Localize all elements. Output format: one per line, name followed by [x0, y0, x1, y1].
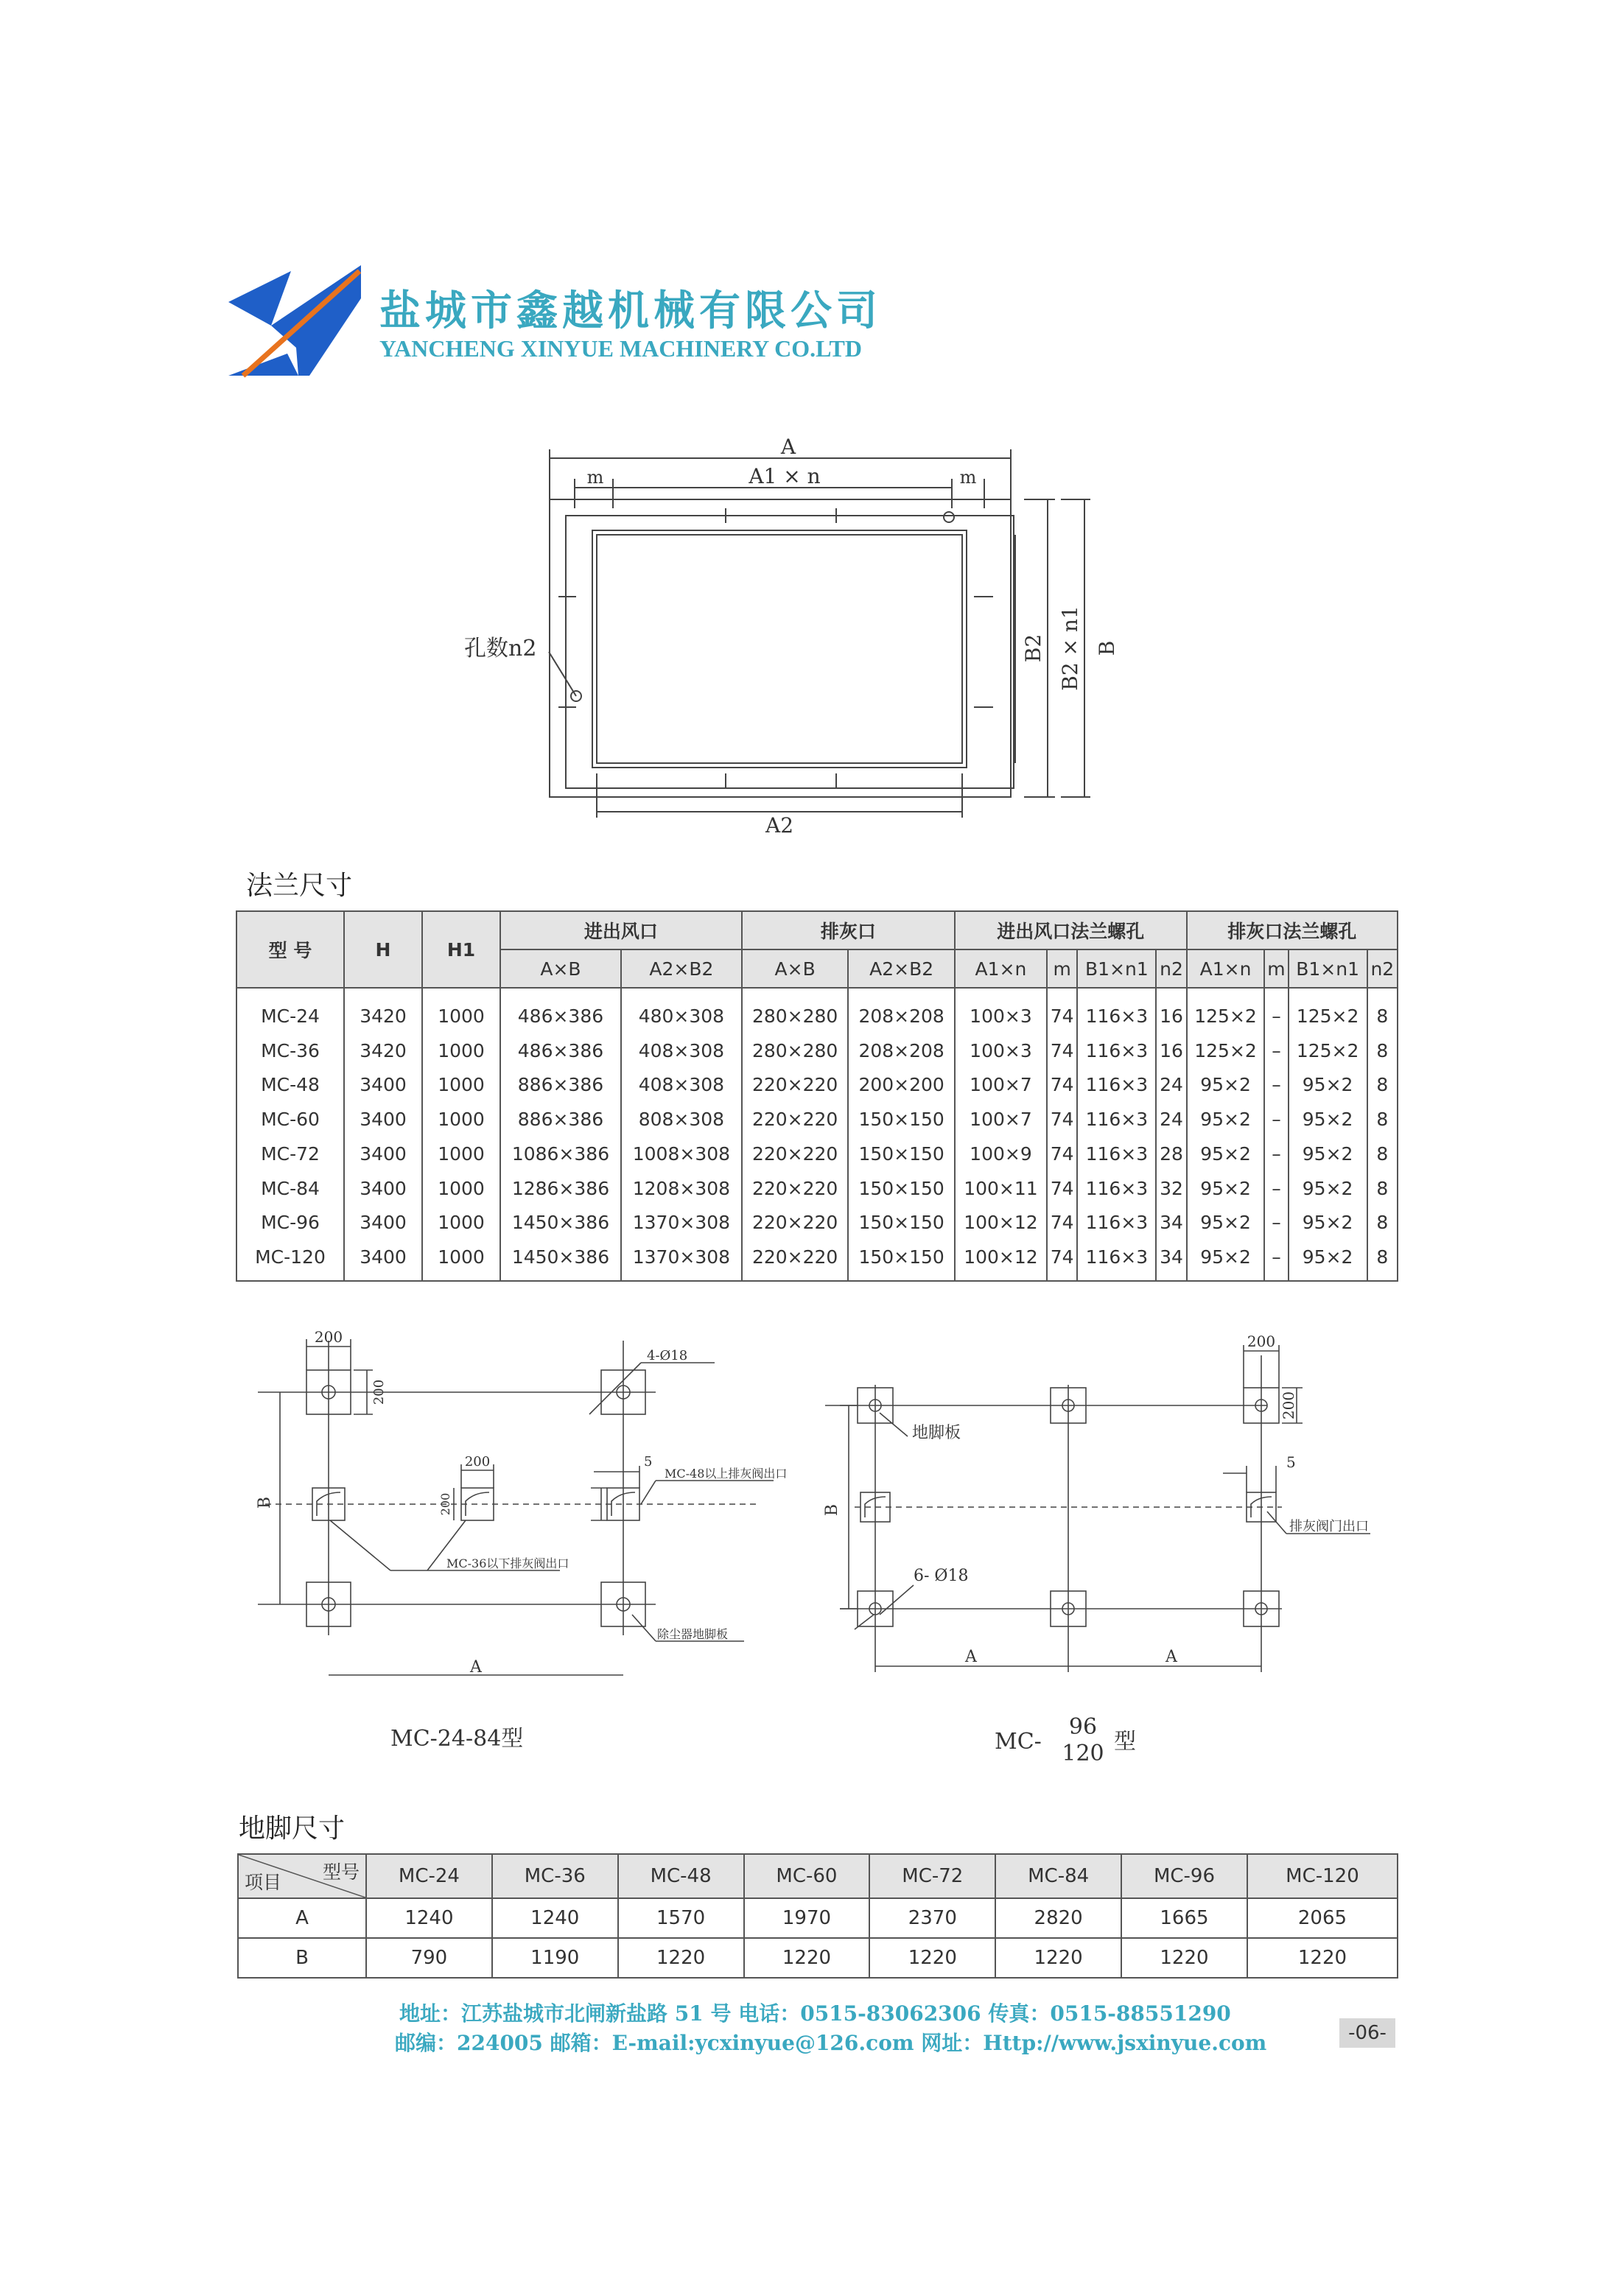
table-cell: 116×3 [1077, 1137, 1156, 1171]
table-cell: 116×3 [1077, 1102, 1156, 1137]
col-model: 型 号 [236, 911, 344, 988]
table-cell: 8 [1367, 1102, 1398, 1137]
table-cell: 100×3 [955, 1033, 1047, 1068]
table-cell: 1086×386 [500, 1137, 621, 1171]
table-cell: 74 [1047, 1102, 1077, 1137]
model-header: MC-24 [366, 1854, 492, 1898]
corner-item-label: 项目 [245, 1872, 282, 1893]
model-header: MC-36 [492, 1854, 618, 1898]
table-cell: 100×9 [955, 1137, 1047, 1171]
table-cell: 16 [1156, 988, 1186, 1033]
subcol-0: A×B [500, 949, 621, 988]
caption-left: MC-24-84型 [390, 1726, 524, 1752]
table-cell: 95×2 [1187, 1240, 1265, 1281]
hole-spec: 6- Ø18 [914, 1567, 969, 1585]
table-cell: 100×12 [955, 1240, 1047, 1281]
table-cell: 1450×386 [500, 1205, 621, 1240]
table-cell: 74 [1047, 1240, 1077, 1281]
dim-B2n1: B2 × n1 [1058, 605, 1082, 691]
model-header: MC-84 [995, 1854, 1121, 1898]
row-label: A [238, 1898, 366, 1938]
table-cell: 808×308 [621, 1102, 742, 1137]
dim-B: B [1095, 640, 1119, 656]
table-cell: 220×220 [742, 1171, 849, 1206]
table-cell: 3420 [344, 988, 422, 1033]
table-cell: 74 [1047, 1033, 1077, 1068]
table-cell: 95×2 [1289, 1240, 1367, 1281]
table-cell: 125×2 [1187, 988, 1265, 1033]
table-cell: 116×3 [1077, 1205, 1156, 1240]
table-cell: 208×208 [848, 988, 955, 1033]
flange-drawing [442, 427, 1149, 840]
dim-A: A [780, 435, 796, 459]
table-cell: 100×11 [955, 1171, 1047, 1206]
table-cell: 74 [1047, 1205, 1077, 1240]
row-label: B [238, 1938, 366, 1978]
flange-dimension-table [236, 910, 1398, 1282]
company-logo [228, 265, 361, 383]
table-cell: – [1264, 1240, 1288, 1281]
table-cell: 8 [1367, 1240, 1398, 1281]
table-cell: MC-120 [236, 1240, 344, 1281]
table-cell: 1000 [422, 988, 500, 1033]
table-cell: 95×2 [1289, 1102, 1367, 1137]
foot-section-title: 地脚尺寸 [239, 1814, 346, 1844]
dim-A-right: A [1165, 1648, 1177, 1666]
dim-200-mid-side: 200 [438, 1492, 452, 1516]
table-cell: 8 [1367, 1171, 1398, 1206]
table-cell: 280×280 [742, 988, 849, 1033]
table-row [236, 1102, 1398, 1137]
table-cell: – [1264, 1068, 1288, 1103]
model-header: MC-96 [1121, 1854, 1247, 1898]
label-upper-outlet: MC-48以上排灰阀出口 [665, 1467, 788, 1481]
table-cell: 2820 [995, 1898, 1121, 1938]
table-cell: MC-72 [236, 1137, 344, 1171]
table-cell: 408×308 [621, 1033, 742, 1068]
table-cell: 95×2 [1289, 1068, 1367, 1103]
table-row [236, 1240, 1398, 1281]
table-cell: 125×2 [1187, 1033, 1265, 1068]
table-cell: 95×2 [1187, 1205, 1265, 1240]
table-cell: 220×220 [742, 1137, 849, 1171]
table-cell: MC-48 [236, 1068, 344, 1103]
table-cell: 100×12 [955, 1205, 1047, 1240]
table-cell: – [1264, 988, 1288, 1033]
table-cell: 95×2 [1187, 1137, 1265, 1171]
table-cell: 2370 [869, 1898, 995, 1938]
table-cell: MC-60 [236, 1102, 344, 1137]
table-cell: – [1264, 1033, 1288, 1068]
dim-5: 5 [644, 1454, 653, 1470]
col-H1: H1 [422, 911, 500, 988]
model-header: MC-48 [618, 1854, 744, 1898]
table-cell: 1008×308 [621, 1137, 742, 1171]
table-cell: 95×2 [1289, 1171, 1367, 1206]
table-cell: 1570 [618, 1898, 744, 1938]
table-row [236, 988, 1398, 1033]
table-row [238, 1938, 1398, 1978]
subcol-4: A1×n [955, 949, 1047, 988]
table-cell: 95×2 [1187, 1068, 1265, 1103]
table-cell: 1208×308 [621, 1171, 742, 1206]
company-name-en: YANCHENG XINYUE MACHINERY CO.LTD [379, 335, 862, 362]
label-foot-plate: 地脚板 [912, 1424, 961, 1442]
table-cell: 116×3 [1077, 1068, 1156, 1103]
table-cell: 1665 [1121, 1898, 1247, 1938]
subcol-7: n2 [1156, 949, 1186, 988]
table-cell: MC-36 [236, 1033, 344, 1068]
col-inlet-bolt: 进出风口法兰螺孔 [955, 911, 1187, 949]
table-cell: 95×2 [1187, 1171, 1265, 1206]
table-cell: 24 [1156, 1102, 1186, 1137]
table-cell: 116×3 [1077, 1171, 1156, 1206]
table-cell: 8 [1367, 1205, 1398, 1240]
table-row [236, 1068, 1398, 1103]
dim-A2: A2 [765, 813, 794, 838]
caption-right-suffix: 型 [1114, 1729, 1136, 1755]
table-cell: 3400 [344, 1171, 422, 1206]
subcol-5: m [1047, 949, 1077, 988]
dim-200-top: 200 [1247, 1333, 1276, 1350]
table-cell: 1190 [492, 1938, 618, 1978]
dim-A1n: A1 × n [749, 464, 821, 488]
dim-B: B [823, 1503, 841, 1517]
table-cell: 95×2 [1187, 1102, 1265, 1137]
table-cell: 8 [1367, 1068, 1398, 1103]
table-cell: 280×280 [742, 1033, 849, 1068]
table-cell: 1240 [492, 1898, 618, 1938]
table-cell: 116×3 [1077, 988, 1156, 1033]
hole-count-label: 孔数n2 [464, 636, 537, 661]
table-cell: 150×150 [848, 1240, 955, 1281]
table-cell: 100×7 [955, 1102, 1047, 1137]
label-outlet: 排灰阀门出口 [1289, 1519, 1369, 1534]
table-row [236, 1137, 1398, 1171]
table-cell: 116×3 [1077, 1240, 1156, 1281]
table-cell: 24 [1156, 1068, 1186, 1103]
table-cell: 220×220 [742, 1068, 849, 1103]
dim-5: 5 [1286, 1453, 1296, 1471]
table-cell: 1000 [422, 1137, 500, 1171]
table-cell: 2065 [1247, 1898, 1398, 1938]
footer-contact-line1: 地址：江苏盐城市北闸新盐路 51 号 电话：0515-83062306 传真：0515-88551290 [399, 2001, 1231, 2026]
foot-dimension-table [237, 1853, 1398, 1979]
model-header: MC-60 [744, 1854, 870, 1898]
table-cell: 116×3 [1077, 1033, 1156, 1068]
label-lower-outlet: MC-36以下排灰阀出口 [446, 1556, 569, 1570]
table-cell: 1220 [995, 1938, 1121, 1978]
table-cell: 220×220 [742, 1205, 849, 1240]
table-cell: 3400 [344, 1068, 422, 1103]
table-cell: 74 [1047, 988, 1077, 1033]
table-cell: 1450×386 [500, 1240, 621, 1281]
dim-m-right: m [959, 467, 977, 488]
table-cell: – [1264, 1137, 1288, 1171]
table-cell: 486×386 [500, 1033, 621, 1068]
table-cell: 74 [1047, 1171, 1077, 1206]
foundation-drawing-left [243, 1326, 803, 1775]
table-cell: 1220 [1247, 1938, 1398, 1978]
dim-B: B [256, 1496, 274, 1509]
col-ash: 排灰口 [742, 911, 955, 949]
table-cell: 3400 [344, 1205, 422, 1240]
table-cell: 150×150 [848, 1102, 955, 1137]
subcol-11: n2 [1367, 949, 1398, 988]
dim-A-left: A [965, 1648, 977, 1666]
table-cell: – [1264, 1102, 1288, 1137]
dim-200-top: 200 [314, 1328, 343, 1346]
table-cell: 3400 [344, 1137, 422, 1171]
table-cell: 125×2 [1289, 988, 1367, 1033]
corner-header [238, 1854, 366, 1898]
table-cell: 1370×308 [621, 1240, 742, 1281]
page-number: -06- [1339, 2018, 1395, 2048]
table-cell: MC-24 [236, 988, 344, 1033]
table-cell: 1220 [869, 1938, 995, 1978]
table-cell: 1240 [366, 1898, 492, 1938]
table-cell: 8 [1367, 1033, 1398, 1068]
dim-200-side: 200 [1280, 1391, 1297, 1420]
table-cell: 1000 [422, 1102, 500, 1137]
table-row [238, 1898, 1398, 1938]
table-cell: 125×2 [1289, 1033, 1367, 1068]
table-cell: MC-84 [236, 1171, 344, 1206]
foundation-drawing-right [810, 1326, 1385, 1783]
table-cell: 1970 [744, 1898, 870, 1938]
table-cell: 1000 [422, 1205, 500, 1240]
model-header: MC-120 [1247, 1854, 1398, 1898]
table-cell: 790 [366, 1938, 492, 1978]
table-cell: 150×150 [848, 1171, 955, 1206]
table-cell: 150×150 [848, 1205, 955, 1240]
table-cell: 1000 [422, 1033, 500, 1068]
caption-right-bottom: 120 [1062, 1741, 1104, 1766]
table-cell: – [1264, 1171, 1288, 1206]
subcol-2: A×B [742, 949, 849, 988]
dim-200-mid: 200 [464, 1454, 491, 1470]
table-cell: 95×2 [1289, 1205, 1367, 1240]
footer-contact-line2: 邮编：224005 邮箱：E-mail:ycxinyue@126.com 网址：Http://www.jsxinyue.com [395, 2031, 1267, 2055]
table-row [236, 1205, 1398, 1240]
caption-right-top: 96 [1068, 1714, 1098, 1740]
subcol-8: A1×n [1187, 949, 1265, 988]
hole-spec: 4-Ø18 [647, 1348, 688, 1363]
table-cell: 100×7 [955, 1068, 1047, 1103]
table-cell: 8 [1367, 988, 1398, 1033]
table-cell: 100×3 [955, 988, 1047, 1033]
table-cell: 220×220 [742, 1240, 849, 1281]
col-H: H [344, 911, 422, 988]
table-cell: 1220 [1121, 1938, 1247, 1978]
dim-m-left: m [586, 467, 604, 488]
flange-section-title: 法兰尺寸 [246, 871, 353, 901]
table-cell: 3420 [344, 1033, 422, 1068]
table-cell: 74 [1047, 1137, 1077, 1171]
corner-model-label: 型号 [322, 1861, 360, 1883]
caption-right-prefix: MC- [995, 1729, 1042, 1755]
table-cell: 3400 [344, 1102, 422, 1137]
subcol-6: B1×n1 [1077, 949, 1156, 988]
table-cell: 32 [1156, 1171, 1186, 1206]
col-ash-bolt: 排灰口法兰螺孔 [1187, 911, 1398, 949]
table-cell: 220×220 [742, 1102, 849, 1137]
table-cell: 1220 [618, 1938, 744, 1978]
table-cell: 34 [1156, 1205, 1186, 1240]
table-row [236, 1033, 1398, 1068]
table-cell: MC-96 [236, 1205, 344, 1240]
col-inlet: 进出风口 [500, 911, 742, 949]
table-cell: 28 [1156, 1137, 1186, 1171]
table-cell: 1370×308 [621, 1205, 742, 1240]
subcol-10: B1×n1 [1289, 949, 1367, 988]
subcol-1: A2×B2 [621, 949, 742, 988]
dim-200-side: 200 [371, 1379, 387, 1405]
subcol-9: m [1264, 949, 1288, 988]
subcol-3: A2×B2 [848, 949, 955, 988]
label-base-plate: 除尘器地脚板 [657, 1627, 729, 1641]
model-header: MC-72 [869, 1854, 995, 1898]
table-cell: 480×308 [621, 988, 742, 1033]
table-cell: 200×200 [848, 1068, 955, 1103]
table-cell: 95×2 [1289, 1137, 1367, 1171]
table-row [236, 1171, 1398, 1206]
table-cell: 74 [1047, 1068, 1077, 1103]
table-cell: 16 [1156, 1033, 1186, 1068]
dim-B2: B2 [1021, 633, 1045, 663]
company-name-cn: 盐城市鑫越机械有限公司 [379, 287, 882, 335]
table-cell: 8 [1367, 1137, 1398, 1171]
table-cell: 1000 [422, 1068, 500, 1103]
table-cell: 886×386 [500, 1102, 621, 1137]
table-cell: 1220 [744, 1938, 870, 1978]
table-cell: 1000 [422, 1171, 500, 1206]
table-cell: 486×386 [500, 988, 621, 1033]
table-cell: 1000 [422, 1240, 500, 1281]
dim-A: A [470, 1658, 482, 1677]
table-cell: 408×308 [621, 1068, 742, 1103]
table-cell: – [1264, 1205, 1288, 1240]
table-cell: 208×208 [848, 1033, 955, 1068]
table-cell: 3400 [344, 1240, 422, 1281]
table-cell: 886×386 [500, 1068, 621, 1103]
table-cell: 1286×386 [500, 1171, 621, 1206]
table-cell: 34 [1156, 1240, 1186, 1281]
table-cell: 150×150 [848, 1137, 955, 1171]
